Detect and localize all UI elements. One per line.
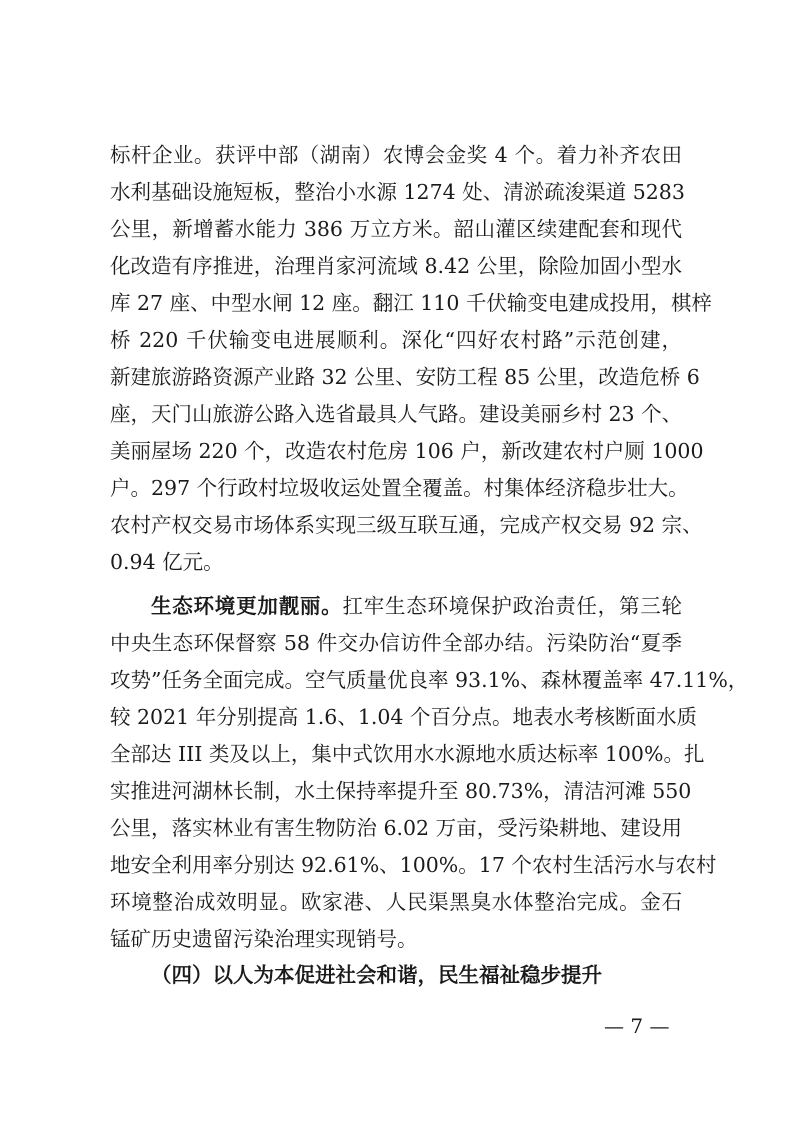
paragraph-line: 户。297 个行政村垃圾收运处置全覆盖。村集体经济稳步壮大。	[110, 476, 689, 500]
paragraph-ecology	[110, 588, 749, 958]
paragraph-line: 标杆企业。获评中部（湖南）农博会金奖 4 个。着力补齐农田	[110, 143, 682, 167]
paragraph-line: 桥 220 千伏输变电进展顺利。深化“四好农村路”示范创建，	[110, 328, 682, 352]
paragraph-line: 地安全利用率分别达 92.61%、100%。17 个农村生活污水与农村	[110, 853, 717, 877]
paragraph-line: 公里，新增蓄水能力 386 万立方米。韶山灌区续建配套和现代	[110, 217, 682, 241]
paragraph-lead: 生态环境更加靓丽。	[151, 594, 343, 618]
paragraph-agriculture	[110, 137, 712, 581]
paragraph-line: 攻势”任务全面完成。空气质量优良率 93.1%、森林覆盖率 47.11%，	[110, 668, 749, 692]
paragraph-line: 化改造有序推进，治理肖家河流域 8.42 公里，除险加固小型水	[110, 254, 682, 278]
section-heading: （四）以人为本促进社会和谐，民生福祉稳步提升	[151, 963, 602, 987]
paragraph-line: 实推进河湖林长制，水土保持率提升至 80.73%，清洁河滩 550	[110, 779, 692, 803]
paragraph-line: 新建旅游路资源产业路 32 公里、安防工程 85 公里，改造危桥 6	[110, 365, 700, 389]
paragraph-line: 公里，落实林业有害生物防治 6.02 万亩，受污染耕地、建设用	[110, 816, 682, 840]
paragraph-line: 全部达 III 类及以上，集中式饮用水水源地水质达标率 100%。扎	[110, 742, 705, 766]
paragraph-line: 锰矿历史遗留污染治理实现销号。	[110, 927, 418, 951]
paragraph-line: 环境整治成效明显。欧家港、人民渠黑臭水体整治完成。金石	[110, 890, 682, 914]
paragraph-line: 库 27 座、中型水闸 12 座。翻江 110 千伏输变电建成投用，棋梓	[110, 291, 712, 315]
paragraph-line: 座，天门山旅游公路入选省最具人气路。建设美丽乡村 23 个、	[110, 402, 683, 426]
paragraph-line: 美丽屋场 220 个，改造农村危房 106 户，新改建农村户厕 1000	[110, 439, 704, 463]
paragraph-line: 中央生态环保督察 58 件交办信访件全部办结。污染防治“夏季	[110, 631, 682, 655]
paragraph-line: 水利基础设施短板，整治小水源 1274 处、清淤疏浚渠道 5283	[110, 180, 685, 204]
paragraph-line: 较 2021 年分别提高 1.6、1.04 个百分点。地表水考核断面水质	[110, 705, 697, 729]
page-number: — 7 —	[604, 1014, 670, 1038]
paragraph-first-line	[110, 588, 682, 625]
paragraph-first-rest: 扛牢生态环境保护政治责任，第三轮	[342, 594, 682, 618]
paragraph-line: 0.94 亿元。	[110, 550, 224, 574]
paragraph-line: 农村产权交易市场体系实现三级互联互通，完成产权交易 92 宗、	[110, 513, 703, 537]
